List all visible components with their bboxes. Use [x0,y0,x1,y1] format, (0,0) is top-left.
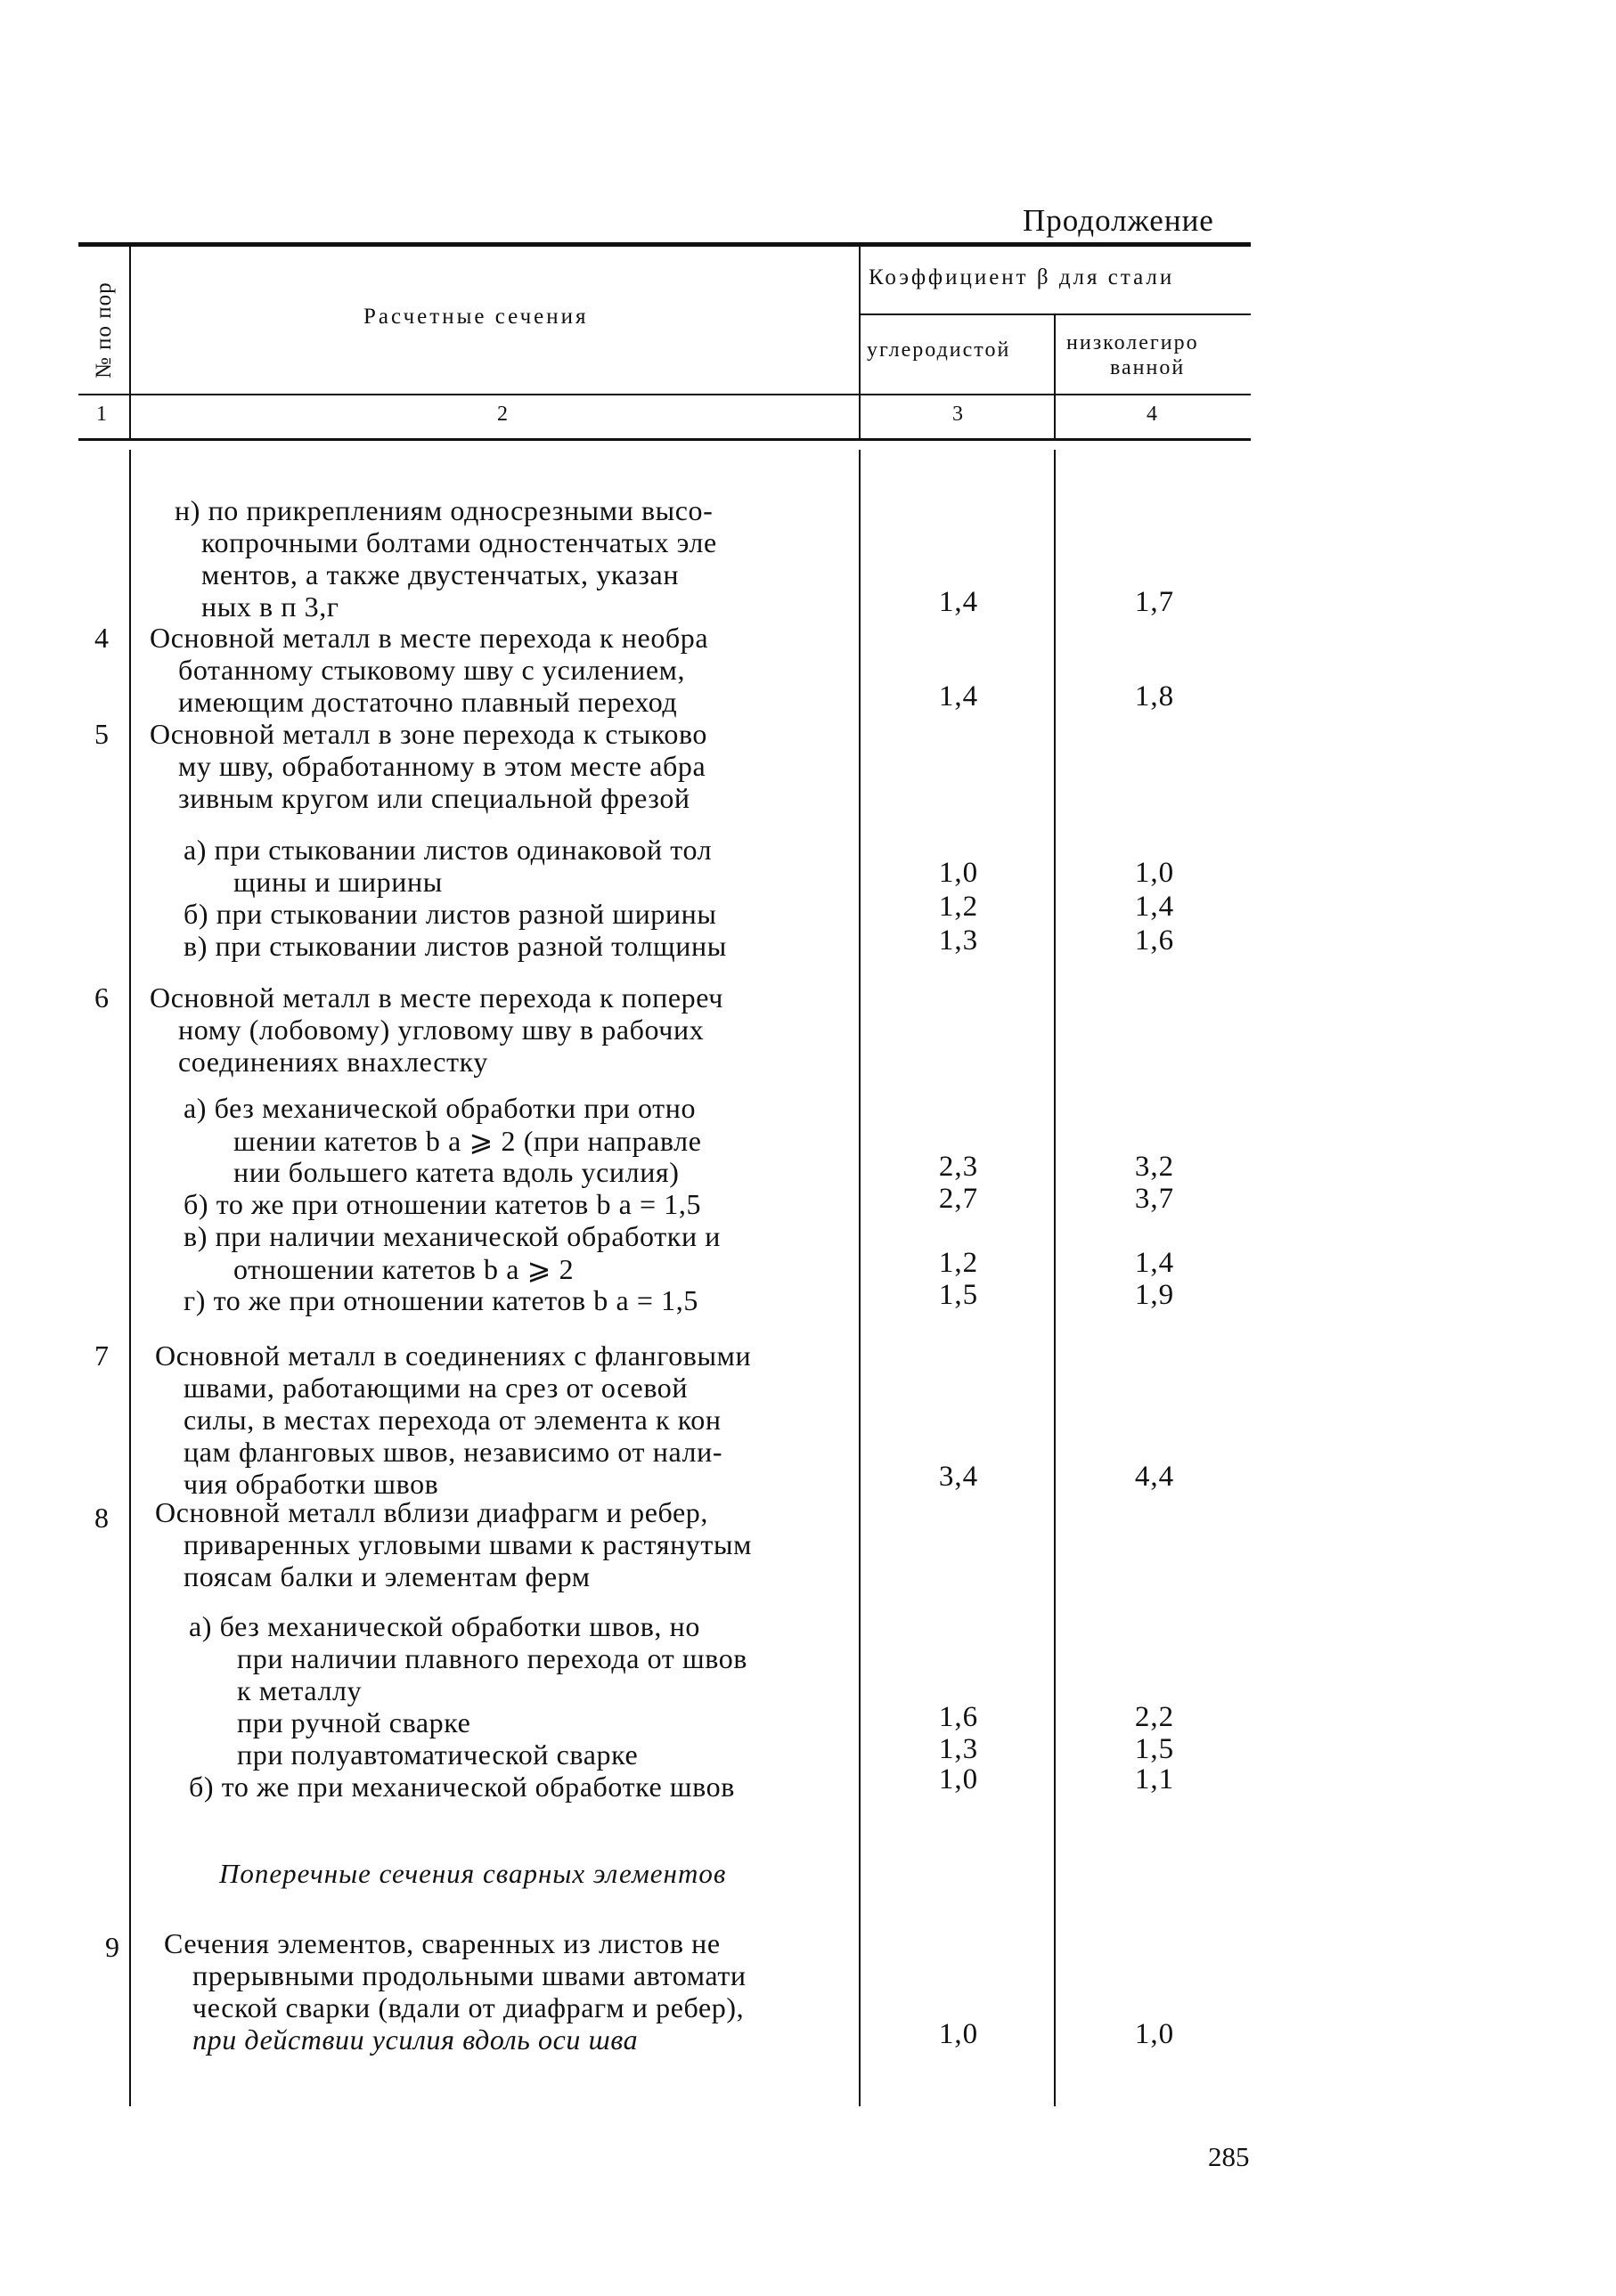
row-6c-value-lowalloy: 1,4 [1134,1247,1175,1279]
row-9-value-lowalloy: 1,0 [1134,2018,1175,2050]
row-6d-value-carbon: 1,5 [938,1279,979,1311]
row-5c-value-lowalloy: 1,6 [1134,924,1175,957]
row-9-text-1: Сечения элементов, сваренных из листов не [164,1927,721,1959]
row-6b-text: б) то же при отношении катетов b a = 1,5 [184,1188,702,1220]
row-6c-text-2: отношении катетов b a ⩾ 2 [233,1253,575,1285]
row-8b-text: б) то же при механической обработке швов [189,1771,735,1803]
row-6d-text: г) то же при отношении катетов b a = 1,5 [184,1284,698,1316]
colnum-3: 3 [952,403,963,426]
row-6a-value-lowalloy: 3,2 [1134,1151,1175,1183]
row-n-value-carbon: 1,4 [938,586,979,618]
row-8a1-text: при ручной сварке [237,1706,471,1738]
row-6c-value-carbon: 1,2 [938,1247,979,1279]
colnum-4: 4 [1147,403,1157,426]
continuation-label: Продолжение [1023,203,1214,238]
row-8a1-value-carbon: 1,6 [938,1701,979,1733]
row-n-text-4: ных в п 3,г [201,590,339,623]
header-vline-3 [1054,315,1056,438]
row-7-text-5: чия обработки швов [184,1468,439,1500]
row-5b-value-carbon: 1,2 [938,891,979,923]
body-vline-1 [129,450,131,2106]
column-header-number: № по пор [92,281,116,379]
row-6-number: 6 [94,981,109,1014]
header-vline-1 [129,247,131,438]
colnum-bottom-rule [78,438,1251,441]
column-header-lowalloy-1: низколегиро [1066,331,1199,354]
row-6a-text-1: а) без механической обработки при отно [184,1092,697,1124]
row-7-text-2: швами, работающими на срез от осевой [184,1372,689,1404]
page-number: 285 [1208,2141,1250,2172]
row-9-text-4: при действии усилия вдоль оси шва [192,2023,639,2056]
row-5a-value-lowalloy: 1,0 [1134,857,1175,889]
row-6a-text-3: нии большего катета вдоль усилия) [233,1156,680,1188]
column-header-lowalloy-2: ванной [1110,356,1186,379]
row-9-number: 9 [105,1931,119,1963]
row-4-value-lowalloy: 1,8 [1134,680,1175,712]
row-n-text-3: ментов, а также двустенчатых, указан [201,558,680,590]
row-4-text-3: имеющим достаточно плавный переход [178,686,678,718]
row-5-text-1: Основной металл в зоне перехода к стыково [150,718,708,750]
row-8a-text-2: при наличии плавного перехода от швов [237,1642,748,1674]
column-header-carbon: углеродистой [867,338,1011,362]
row-5-text-3: зивным кругом или специальной фрезой [178,782,690,814]
row-7-value-lowalloy: 4,4 [1134,1461,1175,1493]
row-6b-value-lowalloy: 3,7 [1134,1183,1175,1215]
row-8a2-text: при полуавтоматической сварке [237,1738,639,1771]
colnum-2: 2 [497,403,508,426]
row-5-number: 5 [94,718,109,750]
row-4-number: 4 [94,622,109,654]
row-6a-value-carbon: 2,3 [938,1151,979,1183]
row-5c-value-carbon: 1,3 [938,924,979,957]
row-6-text-3: соединениях внахлестку [178,1046,488,1078]
row-8-text-3: поясам балки и элементам ферм [184,1560,591,1592]
row-7-value-carbon: 3,4 [938,1461,979,1493]
row-6a-text-2: шении катетов b a ⩾ 2 (при направле [233,1125,702,1157]
row-8a2-value-carbon: 1,3 [938,1733,979,1765]
header-bottom-rule [78,394,1251,395]
row-4-text-2: ботанному стыковому шву с усилением, [178,654,686,686]
row-8-number: 8 [94,1502,109,1534]
column-header-coefficient: Коэффициент β для стали [869,265,1175,289]
row-9-value-carbon: 1,0 [938,2018,979,2050]
body-vline-2 [859,450,861,2106]
row-4-value-carbon: 1,4 [938,680,979,712]
row-8b-value-carbon: 1,0 [938,1763,979,1795]
table-top-rule [78,242,1251,247]
row-8-text-2: приваренных угловыми швами к растянутым [184,1528,752,1560]
row-7-text-1: Основной металл в соединениях с фланговыми [155,1339,752,1372]
row-6b-value-carbon: 2,7 [938,1183,979,1215]
row-8a-text-1: а) без механической обработки швов, но [189,1610,700,1642]
row-7-text-3: силы, в местах перехода от элемента к кон [184,1404,722,1436]
row-n-text-2: копрочными болтами одностенчатых эле [201,526,717,558]
row-9-text-3: ческой сварки (вдали от диафрагм и ребер), [192,1991,745,2023]
row-8-text-1: Основной металл вблизи диафрагм и ребер, [155,1496,708,1528]
row-6c-text-1: в) при наличии механической обработки и [184,1220,721,1252]
row-8b-value-lowalloy: 1,1 [1134,1763,1175,1795]
row-5a-value-carbon: 1,0 [938,857,979,889]
colnum-1: 1 [96,403,107,426]
row-9-text-2: прерывными продольными швами автомати [192,1959,747,1991]
row-n-text-1: н) по прикреплениям односрезными высо- [175,494,714,526]
row-n-value-lowalloy: 1,7 [1134,586,1175,618]
row-6-text-1: Основной металл в месте перехода к попереч [150,981,723,1014]
row-8a2-value-lowalloy: 1,5 [1134,1733,1175,1765]
row-5b-value-lowalloy: 1,4 [1134,891,1175,923]
row-5b-text: б) при стыковании листов разной ширины [184,898,717,930]
row-8a1-value-lowalloy: 2,2 [1134,1701,1175,1733]
row-7-text-4: цам фланговых швов, независимо от нали- [184,1436,723,1468]
row-6-text-2: ному (лобовому) угловому шву в рабочих [178,1014,705,1046]
body-vline-3 [1054,450,1056,2106]
header-vline-2 [859,247,861,438]
row-5-text-2: му шву, обработанному в этом месте абра [178,750,706,782]
row-8a-text-3: к металлу [237,1674,363,1706]
row-5a-text-2: щины и ширины [233,866,443,898]
section-heading: Поперечные сечения сварных элементов [219,1858,727,1889]
row-5a-text-1: а) при стыковании листов одинаковой тол [184,834,713,866]
row-5c-text: в) при стыковании листов разной толщины [184,930,727,962]
column-header-sections: Расчетные сечения [363,305,589,329]
row-4-text-1: Основной металл в месте перехода к необра [150,622,709,654]
row-6d-value-lowalloy: 1,9 [1134,1279,1175,1311]
row-7-number: 7 [94,1339,109,1372]
